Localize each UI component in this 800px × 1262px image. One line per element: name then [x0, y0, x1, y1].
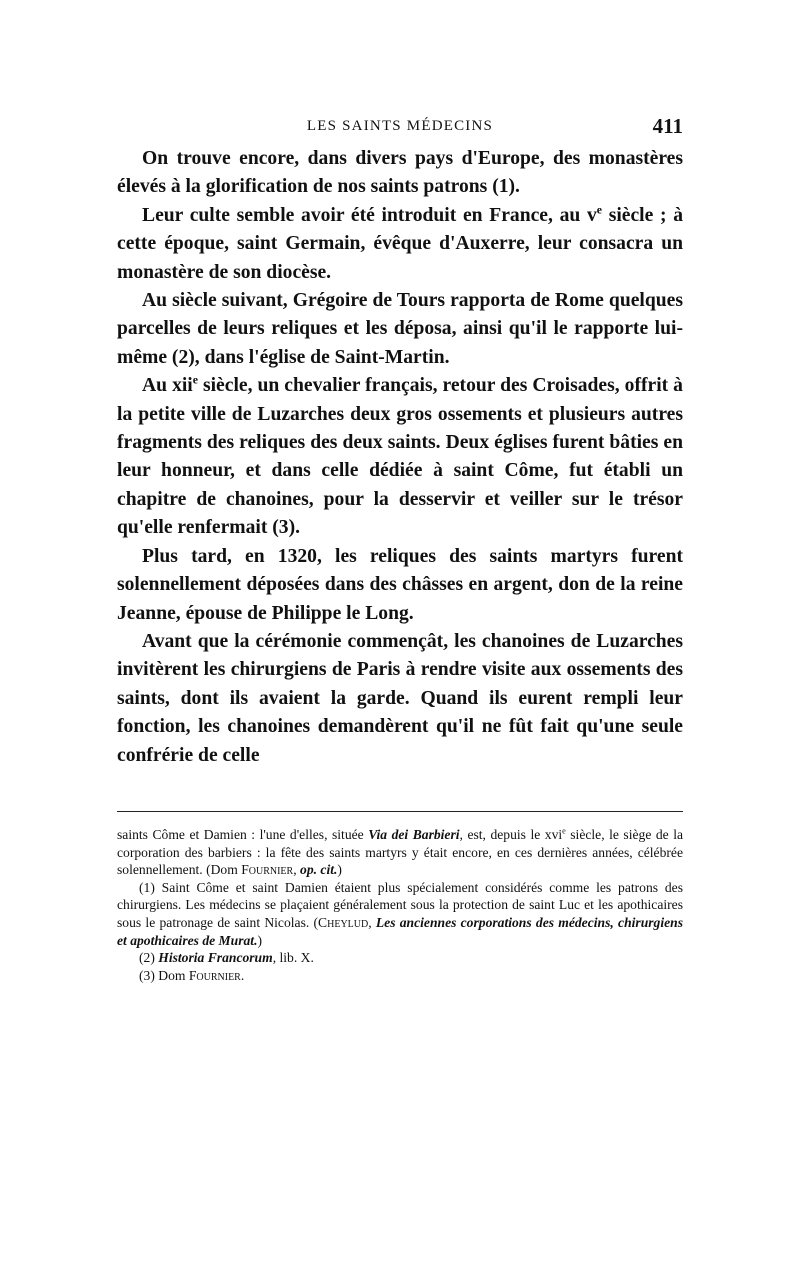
paragraph-3: Au siècle suivant, Grégoire de Tours rapporta de Rome quelques parcelles de leurs reliques et les déposa, ainsi qu'il le rapporte lui-même (2), dans l'église de Saint-Martin. — [117, 290, 683, 368]
footnote-2: (2) Historia Francorum, lib. X. — [139, 950, 314, 966]
footnote-3: (3) Dom Fournier. — [139, 967, 245, 983]
page-header — [117, 112, 683, 140]
footnote-1: (1) Saint Côme et saint Damien étaient plus spécialement considérés comme les patrons des chirurgiens. Les médecins se plaçaient généralement sous la protection de saint Luc et les apothicaires sous le patronage de saint Nicolas. (Cheylud, Les anciennes corporations des médecins, chirurgiens et apothicaires de Murat.) — [117, 879, 683, 948]
paragraph-1: On trouve encore, dans divers pays d'Europe, des monastères élevés à la glorification de nos saints patrons (1). — [117, 148, 683, 198]
paragraph-4: Au xii$^e$ siècle, un chevalier français, retour des Croisades, offrit à la petite ville de Luzarches deux gros ossements et plusieurs autres fragments des reliques des deux saints. Deux églises furent bâties en leur honneur, et dans celle dédiée à saint Côme, fut établi un chapitre de chanoines, pour la desservir et veiller sur le trésor qu'elle renfermait (3). — [117, 373, 683, 539]
footnotes — [117, 826, 683, 984]
footnote-divider — [117, 811, 683, 812]
paragraph-2: Leur culte semble avoir été introduit en France, au $v^e$ siècle ; à cette époque, saint Germain, évêque d'Auxerre, leur consacra un monastère de son diocèse. — [117, 203, 683, 283]
paragraph-5: Plus tard, en 1320, les reliques des saints martyrs furent solennellement déposées dans des châsses en argent, don de la reine Jeanne, épouse de Philippe le Long. — [117, 545, 683, 624]
running-title: LES SAINTS MÉDECINS — [306, 118, 494, 134]
footnote-continuation: saints Côme et Damien : l'une d'elles, située Via dei Barbieri, est, depuis le xvi$^e$ siècle, le siège de la corporation des barbiers : la fête des saints martyrs y était encore, en ces dernières années, célébrée solennellement. (Dom Fournier, op. cit.) — [117, 826, 684, 878]
body-text — [117, 145, 683, 770]
paragraph-6: Avant que la cérémonie commençât, les chanoines de Luzarches invitèrent les chirurgiens de Paris à rendre visite aux ossements des saints, dont ils avaient la garde. Quand ils eurent rempli leur fonction, les chanoines demandèrent qu'il ne fût fait qu'une seule confrérie de celle — [117, 630, 683, 766]
page-number: 411 — [652, 114, 683, 138]
